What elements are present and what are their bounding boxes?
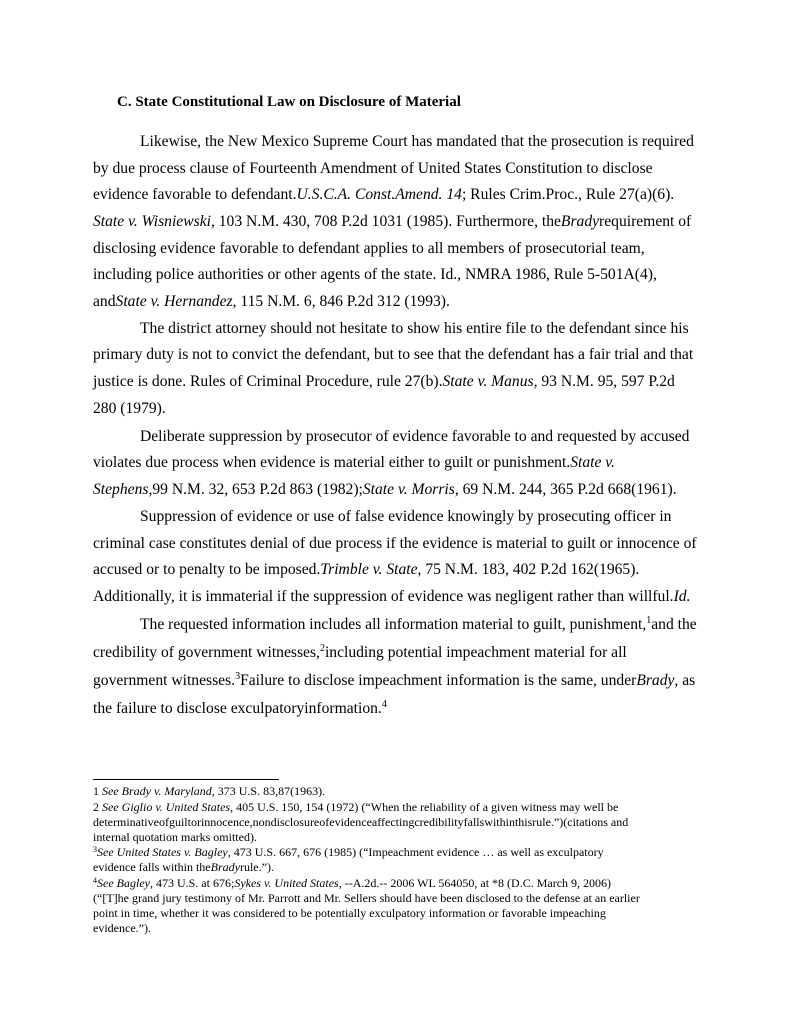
section-heading: C. State Constitutional Law on Disclosure of Material bbox=[117, 94, 461, 110]
case-name: State v. Hernandez bbox=[115, 293, 233, 310]
p4-line-1: Suppression of evidence or use of false evidence knowingly by prosecuting officer in bbox=[140, 508, 672, 525]
case-name: Brady bbox=[560, 213, 600, 230]
p1-line-3: evidence favorable to defendant.U.S.C.A. Const.Amend. 14; Rules Crim.Proc., Rule 27(a)(6). bbox=[93, 186, 675, 203]
footnote-2-line-2: determinativeofguiltorinnocence,nondisclosureofevidenceaffectingcredibilityfallswithinthisrule.”)(citations and bbox=[93, 815, 629, 829]
p1-line-4: State v. Wisniewski, 103 N.M. 430, 708 P.2d 1031 (1985). Furthermore, theBradyrequirement of bbox=[93, 213, 692, 230]
p4-line-2: criminal case constitutes denial of due process if the evidence is material to guilt or innocence of bbox=[93, 535, 697, 552]
footnote-2: 2 See Giglio v. United States, 405 U.S. 150, 154 (1972) (“When the reliability of a given witness may well be bbox=[93, 800, 619, 814]
p4-line-4: Additionally, it is immaterial if the suppression of evidence was negligent rather than willful.Id. bbox=[93, 588, 691, 605]
citation: Id. bbox=[673, 588, 691, 605]
case-name: State v. bbox=[570, 454, 615, 471]
p5-line-2: credibility of government witnesses,$^2$including potential impeachment material for all bbox=[93, 643, 627, 661]
case-name: State v. Wisniewski bbox=[93, 213, 211, 230]
footnote-ref[interactable]: 3 bbox=[235, 671, 241, 682]
case-name: Stephens bbox=[93, 481, 149, 498]
case-name: Brady bbox=[636, 672, 675, 689]
p4-line-3: accused or to penalty to be imposed.Trimble v. State, 75 N.M. 183, 402 P.2d 162(1965). bbox=[93, 561, 640, 578]
footnote-4-line-2: (“[T]he grand jury testimony of Mr. Parrott and Mr. Sellers should have been disclosed to the defense at an earlier bbox=[93, 891, 640, 905]
case-name: State v. Morris bbox=[362, 481, 455, 498]
p2-line-1: The district attorney should not hesitate to show his entire file to the defendant since his bbox=[140, 320, 689, 337]
footnote-ref[interactable]: 4 bbox=[381, 699, 387, 710]
footnote-separator bbox=[93, 779, 279, 780]
footnote-2-line-3: internal quotation marks omitted). bbox=[93, 830, 257, 844]
p5-line-3: government witnesses.$^3$Failure to disclose impeachment information is the same, underBrady, as bbox=[93, 671, 696, 689]
p1-line-6: including police authorities or other agents of the state. Id., NMRA 1986, Rule 5-501A(4), bbox=[93, 266, 657, 283]
p2-line-2: primary duty is not to convict the defendant, but to see that the defendant has a fair trial and that bbox=[93, 346, 694, 363]
case-name: State v. Manus, bbox=[442, 373, 538, 390]
p2-line-3: justice is done. Rules of Criminal Procedure, rule 27(b).State v. Manus, 93 N.M. 95, 597 P.2d bbox=[93, 373, 675, 390]
p2-line-4: 280 (1979). bbox=[93, 400, 166, 417]
p1-line-1: Likewise, the New Mexico Supreme Court has mandated that the prosecution is required bbox=[140, 133, 694, 150]
p3-line-2: violates due process when evidence is material either to guilt or punishment.State v. bbox=[93, 454, 615, 471]
footnote-3: $^3$See United States v. Bagley, 473 U.S. 667, 676 (1985) (“Impeachment evidence … as well as exculpatory bbox=[93, 845, 604, 859]
p1-line-5: disclosing evidence favorable to defendant applies to all members of prosecutorial team, bbox=[93, 240, 645, 257]
footnote-ref[interactable]: 2 bbox=[319, 643, 325, 654]
p5-line-4: the failure to disclose exculpatoryinformation.$^4$ bbox=[93, 699, 387, 717]
footnote-ref[interactable]: 1 bbox=[646, 615, 652, 626]
footnote-4-line-3: point in time, whether it was considered to be potentially exculpatory information or favorable impeaching bbox=[93, 906, 606, 920]
footnote-1: 1 See Brady v. Maryland, 373 U.S. 83,87(1963). bbox=[93, 784, 326, 798]
p5-line-1: The requested information includes all information material to guilt, punishment,$^1$and the bbox=[140, 615, 697, 633]
p3-line-3: Stephens,99 N.M. 32, 653 P.2d 863 (1982);State v. Morris, 69 N.M. 244, 365 P.2d 668(1961). bbox=[93, 481, 677, 498]
citation: U.S.C.A. Const.Amend. 14 bbox=[296, 186, 462, 203]
p1-line-7: andState v. Hernandez, 115 N.M. 6, 846 P.2d 312 (1993). bbox=[93, 293, 450, 310]
footnote-4-line-4: evidence.”). bbox=[93, 921, 151, 935]
p1-line-2: by due process clause of Fourteenth Amendment of United States Constitution to disclose bbox=[93, 160, 653, 177]
footnote-3-line-2: evidence falls within theBradyrule.”). bbox=[93, 860, 274, 874]
p3-line-1: Deliberate suppression by prosecutor of evidence favorable to and requested by accused bbox=[140, 428, 690, 445]
footnote-4: $^4$See Bagley, 473 U.S. at 676;Sykes v. United States, --A.2d.-- 2006 WL 564050, at *8 (D.C. March 9, 2006) bbox=[93, 876, 612, 890]
case-name: Trimble v. State bbox=[320, 561, 418, 578]
